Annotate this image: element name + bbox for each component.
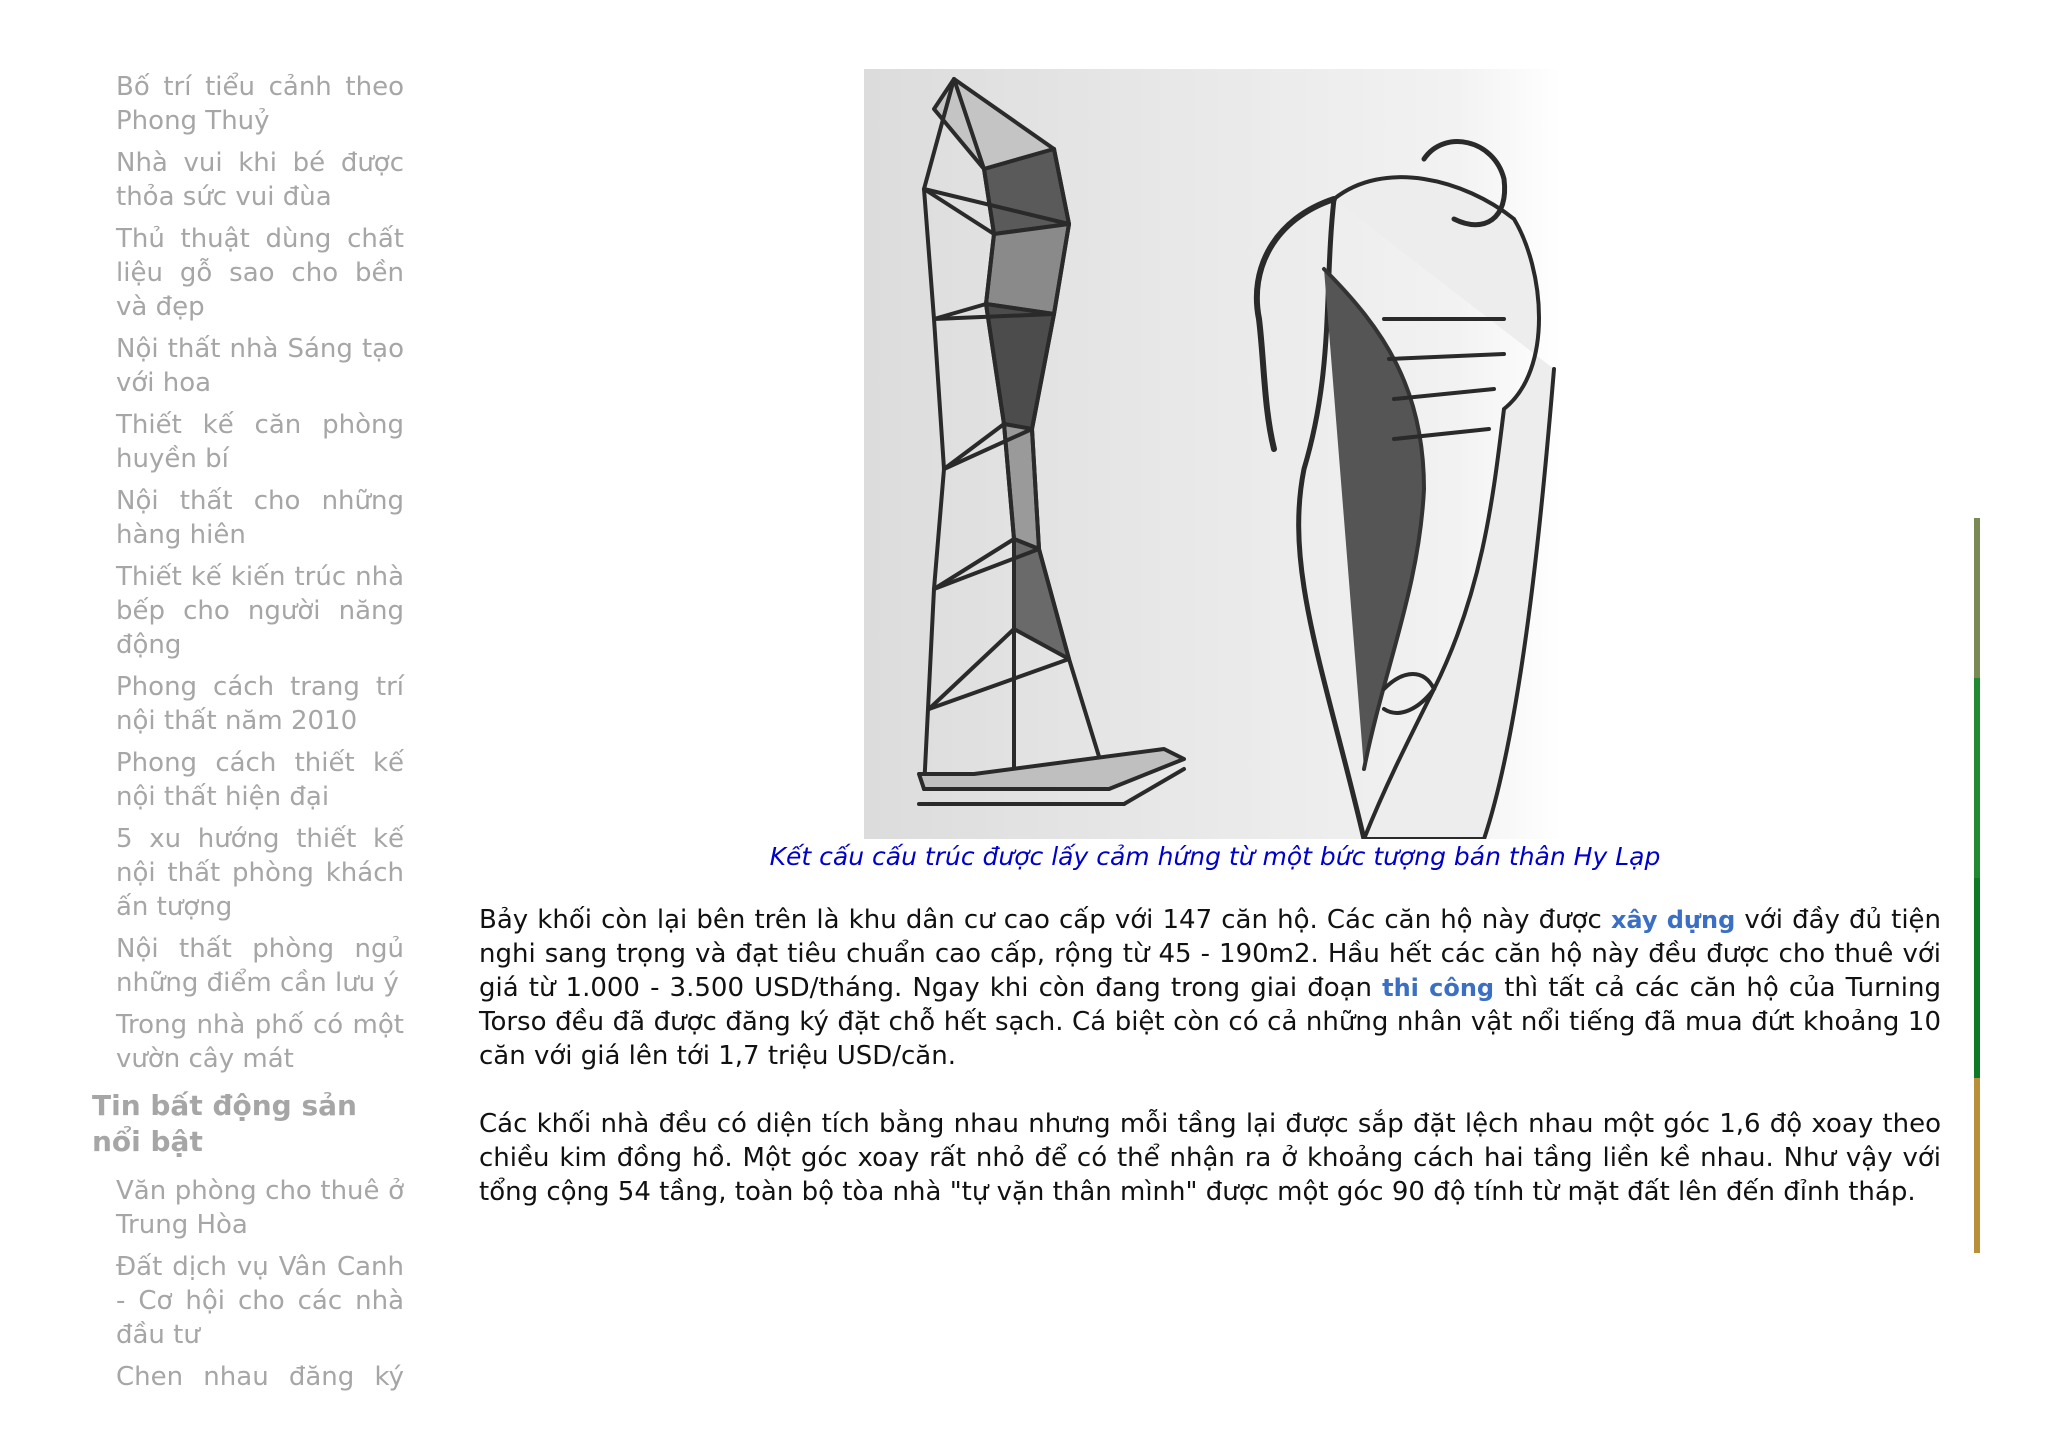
sidebar-link[interactable]: Thủ thuật dùng chất liệu gỗ sao cho bền và đẹp <box>116 224 404 322</box>
sidebar <box>92 70 404 1402</box>
news-link[interactable]: Văn phòng cho thuê ở Trung Hòa <box>116 1176 404 1240</box>
article-paragraph <box>479 903 1941 1073</box>
sidebar-link[interactable]: Thiết kế căn phòng huyền bí <box>116 410 404 474</box>
sidebar-link[interactable]: Phong cách thiết kế nội thất hiện đại <box>116 748 404 812</box>
sidebar-section-heading: Tin bất động sản nổi bật <box>92 1089 357 1158</box>
article-body <box>479 903 1941 1243</box>
news-link[interactable]: Đất dịch vụ Vân Canh - Cơ hội cho các nhà đầu tư <box>116 1252 404 1350</box>
keyword-link[interactable]: xây dựng <box>1610 906 1736 934</box>
article-paragraph: Các khối nhà đều có diện tích bằng nhau nhưng mỗi tầng lại được sắp đặt lệch nhau một góc 1,6 độ xoay theo chiều kim đồng hồ. Một góc xoay rất nhỏ để có thể nhận ra ở khoảng cách hai tầng liền kề nhau. Như vậy với tổng cộng 54 tầng, toàn bộ tòa nhà "tự vặn thân mình" được một góc 90 độ tính từ mặt đất lên đến đỉnh tháp. <box>479 1109 1941 1207</box>
sidebar-link[interactable]: Bố trí tiểu cảnh theo Phong Thuỷ <box>116 72 404 136</box>
article-figure-sketch <box>864 69 1561 839</box>
sidebar-link[interactable]: Nội thất cho những hàng hiên <box>116 486 404 550</box>
sidebar-link[interactable]: Thiết kế kiến trúc nhà bếp cho người năng động <box>116 562 404 660</box>
sidebar-link[interactable]: Trong nhà phố có một vườn cây mát <box>116 1010 404 1074</box>
sidebar-link[interactable]: Phong cách trang trí nội thất năm 2010 <box>116 672 404 736</box>
sidebar-link[interactable]: Nội thất phòng ngủ những điểm cần lưu ý <box>116 934 404 998</box>
edge-image-strip <box>1974 518 1980 1253</box>
news-link[interactable]: Chen nhau đăng ký <box>116 1362 404 1392</box>
figure-caption: Kết cấu cấu trúc được lấy cảm hứng từ một bức tượng bán thân Hy Lạp <box>769 842 1661 871</box>
paragraph-text: thì tất cả các căn hộ của Turning Torso đều đã được đăng ký đặt chỗ hết sạch. Cá biệt còn có cả những nhân vật nổi tiếng đã mua đứt khoảng 10 căn với giá lên tới 1,7 triệu USD/căn. <box>479 973 1942 1071</box>
sidebar-link[interactable]: 5 xu hướng thiết kế nội thất phòng khách ấn tượng <box>116 824 404 922</box>
paragraph-text: Bảy khối còn lại bên trên là khu dân cư cao cấp với 147 căn hộ. Các căn hộ này được <box>479 905 1611 935</box>
keyword-link[interactable]: thi công <box>1382 974 1495 1002</box>
sidebar-link[interactable]: Nội thất nhà Sáng tạo với hoa <box>116 334 404 398</box>
sidebar-link[interactable]: Nhà vui khi bé được thỏa sức vui đùa <box>116 148 404 212</box>
paragraph-text: với đầy đủ tiện nghi sang trọng và đạt tiêu chuẩn cao cấp, rộng từ 45 - 190m2. Hầu hết các căn hộ này đều được cho thuê với giá từ 1.000 - 3.500 USD/tháng. Ngay khi còn đang trong giai đoạn <box>479 905 1942 1003</box>
